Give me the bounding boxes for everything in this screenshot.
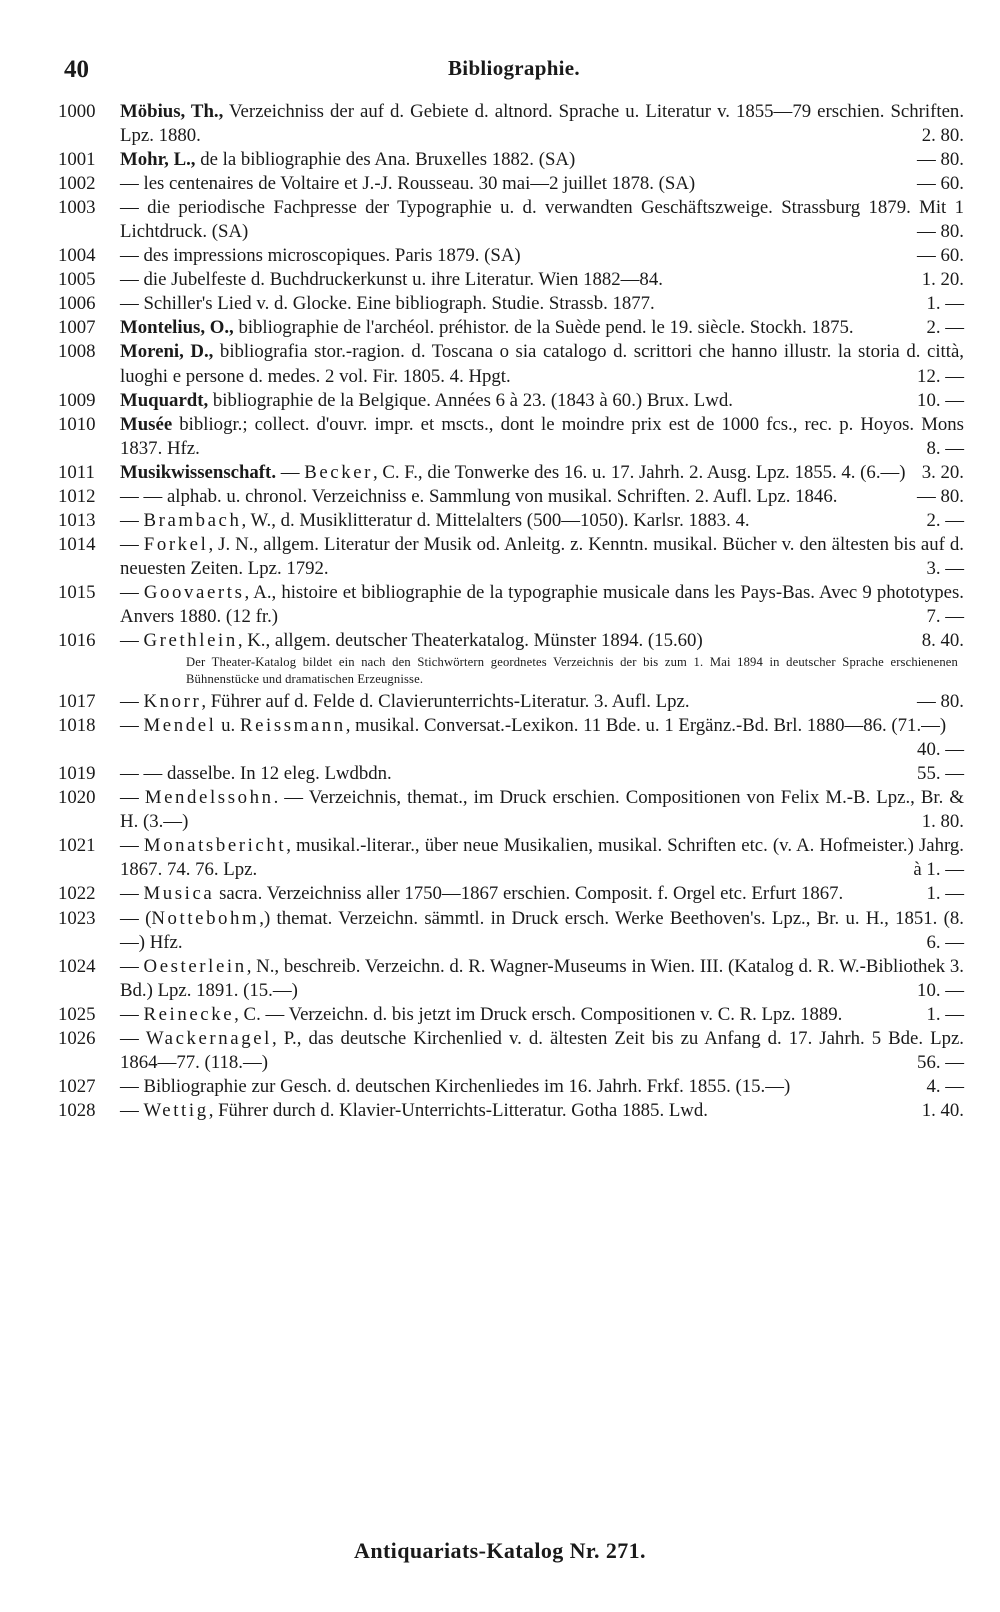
entry-price: 8. 40. [921,630,964,652]
entry-text [120,691,690,712]
catalog-entry [58,714,964,762]
catalog-entry [58,834,964,882]
catalog-entry [58,461,964,485]
entry-price: 10. — [917,979,964,1001]
entry-number: 1011 [58,461,95,483]
entry-author: Montelius, O., [120,317,234,339]
entry-price-wrap [907,172,964,196]
entry-price: 10. — [917,389,964,411]
entry-price: 1. 20. [921,269,964,291]
entry-description: de la bibliographie des Ana. Bruxelles 1882. (SA) [200,149,576,171]
catalog-entry [58,762,964,786]
entry-description: — Bibliographie zur Gesch. d. deutschen Kirchenliedes im 16. Jahrh. Frkf. 1855. (15.—) [120,1075,791,1097]
entry-author: Musée [120,413,173,435]
entry-number: 1021 [58,835,96,857]
entry-description: Verzeichniss der auf d. Gebiete d. altnord. Sprache u. Literatur v. 1855—79 erschien. Schriften. Lpz. 1880. [120,101,965,147]
catalog-entry [58,292,964,316]
entry-number: 1001 [58,149,96,171]
entry-author: Musikwissenschaft. [120,461,277,483]
entry-price: 7. — [926,605,964,627]
catalog-entry [58,533,964,581]
entry-description: bibliografia stor.-ragion. d. Toscana o sia catalogo d. scrittori che hanno illustr. la storia d. città, luoghi e persone d. medes. 2 vol. Fir. 1805. 4. Hpgt. [120,341,965,387]
entry-price-wrap [907,244,964,268]
entry-description: — les centenaires de Voltaire et J.-J. Rousseau. 30 mai—2 juillet 1878. (SA) [120,173,696,195]
entry-description: — Wettig, Führer durch d. Klavier-Unterrichts-Litteratur. Gotha 1885. Lwd. [120,1099,708,1121]
entry-price: 2. — [926,317,964,339]
entry-price: — 80. [917,485,964,507]
entry-description: — Wackernagel, P., das deutsche Kirchenlied v. d. ältesten Zeit bis zu Anfang d. 17. Jahrh. 5 Bde. Lpz. 1864—77. (118.—) [120,1027,964,1073]
entry-number: 1017 [58,691,96,713]
entry-number: 1012 [58,485,96,507]
entry-description: — Oesterlein, N., beschreib. Verzeichn. d. R. Wagner-Museums in Wien. III. (Katalog d. R. W.-Bibliothek 3. Bd.) Lpz. 1891. (15.—) [120,955,964,1001]
catalog-entry [58,955,964,1003]
entry-description: — Mendelssohn. — Verzeichnis, themat., im Druck erschien. Compositionen von Felix M.-B. Lpz., Br. & H. (3.—) [120,787,964,833]
entry-price-wrap [907,148,964,172]
entry-number: 1000 [58,101,96,122]
entry-number: 1014 [58,533,96,555]
entry-description: — des impressions microscopiques. Paris 1879. (SA) [120,245,521,267]
entry-text [120,462,906,483]
entry-price-wrap [916,292,964,316]
entry-spaced-name: Grethlein [143,630,238,652]
entry-spaced-name: Knorr [143,691,202,713]
entry-description: — Knorr, Führer auf d. Felde d. Clavierunterrichts-Literatur. 3. Aufl. Lpz. [120,691,690,713]
catalog-entry [58,1003,964,1027]
entry-number: 1027 [58,1075,96,1097]
entry-price-wrap [912,810,964,834]
entry-price: 8. — [926,437,964,459]
entry-price-wrap [916,509,964,533]
entry-description: — Musica sacra. Verzeichniss aller 1750—1867 erschien. Composit. f. Orgel etc. Erfurt 1867. [120,883,844,905]
entry-price: — 60. [917,173,964,195]
entry-price: 4. — [926,1075,964,1097]
entry-text [120,715,946,736]
entry-price-wrap [916,605,964,629]
entry-text [120,956,964,1001]
entry-price-wrap [912,268,964,292]
entry-author: Mohr, L., [120,149,196,171]
entry-price-wrap [912,124,964,148]
catalog-entry [58,196,964,244]
entry-text [120,173,695,194]
entry-number: 1028 [58,1099,96,1121]
entry-description: — Brambach, W., d. Musiklitteratur d. Mittelalters (500—1050). Karlsr. 1883. 4. [120,509,750,531]
entry-price: 40. — [917,739,964,761]
entry-number: 1020 [58,787,96,809]
entry-price-wrap [907,979,964,1003]
entry-description: bibliogr.; collect. d'ouvr. impr. et mscts., dont le moindre prix est de 1000 fcs., rec. p. Hoyos. Mons 1837. Hfz. [120,413,964,459]
entry-spaced-name: Wackernagel [145,1027,272,1049]
catalog-entry [58,1027,964,1075]
entry-price-wrap [907,738,964,762]
entry-price-wrap [907,485,964,509]
entry-spaced-name: Monatsbericht [143,835,287,857]
entry-price-wrap [907,762,964,786]
entry-price-wrap [916,882,964,906]
entry-price-wrap [916,1075,964,1099]
catalog-entry [58,629,964,653]
entry-number: 1009 [58,389,96,411]
catalog-entry [58,268,964,292]
entry-text [120,341,964,386]
entry-text [120,390,733,411]
entry-price: — 80. [917,149,964,171]
entry-text [120,883,843,904]
catalog-entry [58,581,964,629]
entry-number: 1006 [58,293,96,315]
entry-price: à 1. — [913,859,964,881]
entry-price: 2. 80. [921,125,964,147]
entry-price: — 60. [917,245,964,267]
entry-spaced-name: Becker [304,461,373,483]
catalog-entry [58,340,964,388]
entry-text [120,630,703,651]
entry-price-wrap [916,557,964,581]
entry-text [120,510,750,531]
entry-number: 1013 [58,509,96,531]
entry-price: 1. — [926,1003,964,1025]
entry-number: 1002 [58,173,96,195]
entry-text [120,149,575,170]
entry-price-wrap [907,690,964,714]
entry-number: 1005 [58,269,96,291]
entry-price: — 80. [917,691,964,713]
catalog-entry [58,389,964,413]
entry-description: — Becker, C. F., die Tonwerke des 16. u. 17. Jahrh. 2. Ausg. Lpz. 1855. 4. (6.—) [280,461,906,483]
entry-spaced-name: Brambach [143,509,242,531]
entry-price-wrap [912,1099,964,1123]
entry-spaced-name: Oesterlein [143,955,247,977]
entry-author: Muquardt, [120,389,209,411]
entry-text [120,293,655,314]
catalog-entry [58,172,964,196]
entry-text [120,1004,842,1025]
entry-number: 1008 [58,341,96,363]
catalog-entry [58,100,964,148]
entry-price: 56. — [917,1051,964,1073]
entry-number: 1022 [58,883,96,905]
entry-number: 1004 [58,245,96,267]
entry-price: 3. 20. [921,461,964,483]
entry-description: — Forkel, J. N., allgem. Literatur der Musik od. Anleitg. z. Kenntn. musikal. Bücher v. den ältesten bis auf d. neuesten Zeiten. Lpz. 1792. [120,533,964,579]
entry-price-wrap [916,931,964,955]
entry-description: — Schiller's Lied v. d. Glocke. Eine bibliograph. Studie. Strassb. 1877. [120,293,655,315]
entry-price: 55. — [917,763,964,785]
entry-number: 1019 [58,763,96,785]
catalog-footer: Antiquariats-Katalog Nr. 271. [354,1538,646,1563]
entry-price-wrap [907,365,964,389]
entry-number: 1023 [58,907,96,929]
entry-text [120,582,964,627]
page-header [64,56,964,90]
entry-description: — Mendel u. Reissmann, musikal. Conversat.-Lexikon. 11 Bde. u. 1 Ergänz.-Bd. Brl. 1880—86. (71.—) [120,715,947,737]
entry-list [58,100,964,1123]
entry-number: 1024 [58,955,96,977]
entry-price-wrap [912,629,964,653]
entry-text [120,787,964,832]
entry-text [120,763,392,784]
entry-description: — Grethlein, K., allgem. deutscher Theaterkatalog. Münster 1894. (15.60) [120,630,703,652]
entry-number: 1003 [58,197,96,219]
entry-price: 1. 80. [921,811,964,833]
entry-price-wrap [916,437,964,461]
entry-price: 6. — [926,931,964,953]
entry-description: — (Nottebohm,) themat. Verzeichn. sämmtl. in Druck ersch. Werke Beethoven's. Lpz., Br. u. H., 1851. (8.—) Hfz. [120,907,965,953]
entry-number: 1016 [58,630,96,652]
entry-price: 1. 40. [921,1099,964,1121]
entry-description: — Goovaerts, A., histoire et bibliographie de la typographie musicale dans les Pays-Bas. Avec 9 phototypes. Anvers 1880. (12 fr.) [120,581,964,627]
entry-text [120,486,837,507]
entry-number: 1015 [58,581,96,603]
entry-price: 1. — [926,293,964,315]
entry-number: 1025 [58,1003,96,1025]
entry-number: 1018 [58,715,96,737]
entry-text [120,1100,708,1121]
entry-text [120,835,964,880]
catalog-entry [58,509,964,533]
entry-spaced-name: Reinecke [143,1003,235,1025]
entry-spaced-name: Mendelssohn [144,787,274,809]
entry-price: 12. — [917,365,964,387]
entry-price-wrap [916,1003,964,1027]
entry-price-wrap [912,461,964,485]
entry-price-wrap [907,389,964,413]
catalog-entry [58,907,964,955]
entry-spaced-name: Goovaerts [143,581,245,603]
entry-text [120,101,964,146]
entry-description: — — alphab. u. chronol. Verzeichniss e. Sammlung von musikal. Schriften. 2. Aufl. Lpz. 1846. [120,485,838,507]
entry-price: 3. — [926,557,964,579]
entry-description: — die periodische Fachpresse der Typographie u. d. verwandten Geschäftszweige. Strassburg 1879. Mit 1 Lichtdruck. (SA) [120,197,964,243]
catalog-entry [58,148,964,172]
entry-text [120,1076,790,1097]
catalog-entry [58,413,964,461]
entry-description: — Reinecke, C. — Verzeichn. d. bis jetzt im Druck ersch. Compositionen v. C. R. Lpz. 1889. [120,1003,843,1025]
entry-price-wrap [907,1051,964,1075]
catalog-entry [58,244,964,268]
entry-number: 1010 [58,413,96,435]
entry-description: — Monatsbericht, musikal.-literar., über neue Musikalien, musikal. Schriften etc. (v. A. Hofmeister.) Jahrg. 1867. 74. 76. Lpz. [120,835,964,881]
entry-text [120,414,964,459]
entry-description: bibliographie de l'archéol. préhistor. de la Suède pend. le 19. siècle. Stockh. 1875. [238,317,854,339]
catalog-entry [58,786,964,834]
entry-text [120,269,663,290]
entry-price-wrap [916,316,964,340]
entry-description: bibliographie de la Belgique. Années 6 à 23. (1843 à 60.) Brux. Lwd. [212,389,733,411]
catalog-entry [58,316,964,340]
entry-description: — die Jubelfeste d. Buchdruckerkunst u. ihre Literatur. Wien 1882—84. [120,269,663,291]
entry-note: Der Theater-Katalog bildet ein nach den Stichwörtern geordnetes Verzeichnis der bis zum 1. Mai 1894 in deutscher Sprache erschienenen Bühnenstücke und dramatischen Erzeugnisse. [186,655,958,687]
entry-spaced-name: Wettig [143,1099,209,1121]
entry-spaced-name: Nottebohm [151,907,260,929]
running-title: Bibliographie. [448,56,580,80]
entry-price: — 80. [917,221,964,243]
entry-price: 1. — [926,883,964,905]
entry-number: 1007 [58,317,96,339]
entry-text [120,1028,964,1073]
entry-spaced-name: Mendel [143,715,217,737]
entry-price-wrap [903,858,964,882]
entry-text [120,908,964,953]
entry-spaced-name: Musica [143,883,215,905]
entry-text [120,197,964,242]
catalog-entry [58,1075,964,1099]
entry-number: 1026 [58,1027,96,1049]
catalog-entry [58,485,964,509]
entry-author: Moreni, D., [120,341,214,363]
page-number: 40 [64,56,89,83]
entry-price: 2. — [926,509,964,531]
catalog-entry [58,1099,964,1123]
catalog-entry [58,882,964,906]
entry-text [120,317,854,338]
entry-spaced-name: Forkel [143,533,209,555]
entry-price-wrap [907,220,964,244]
entry-author: Möbius, Th., [120,101,224,122]
entry-text [120,534,964,579]
entry-text [120,245,521,266]
entry-description: — — dasselbe. In 12 eleg. Lwdbdn. [120,763,392,785]
catalog-entry [58,690,964,714]
entry-spaced-name: Reissmann [239,715,346,737]
